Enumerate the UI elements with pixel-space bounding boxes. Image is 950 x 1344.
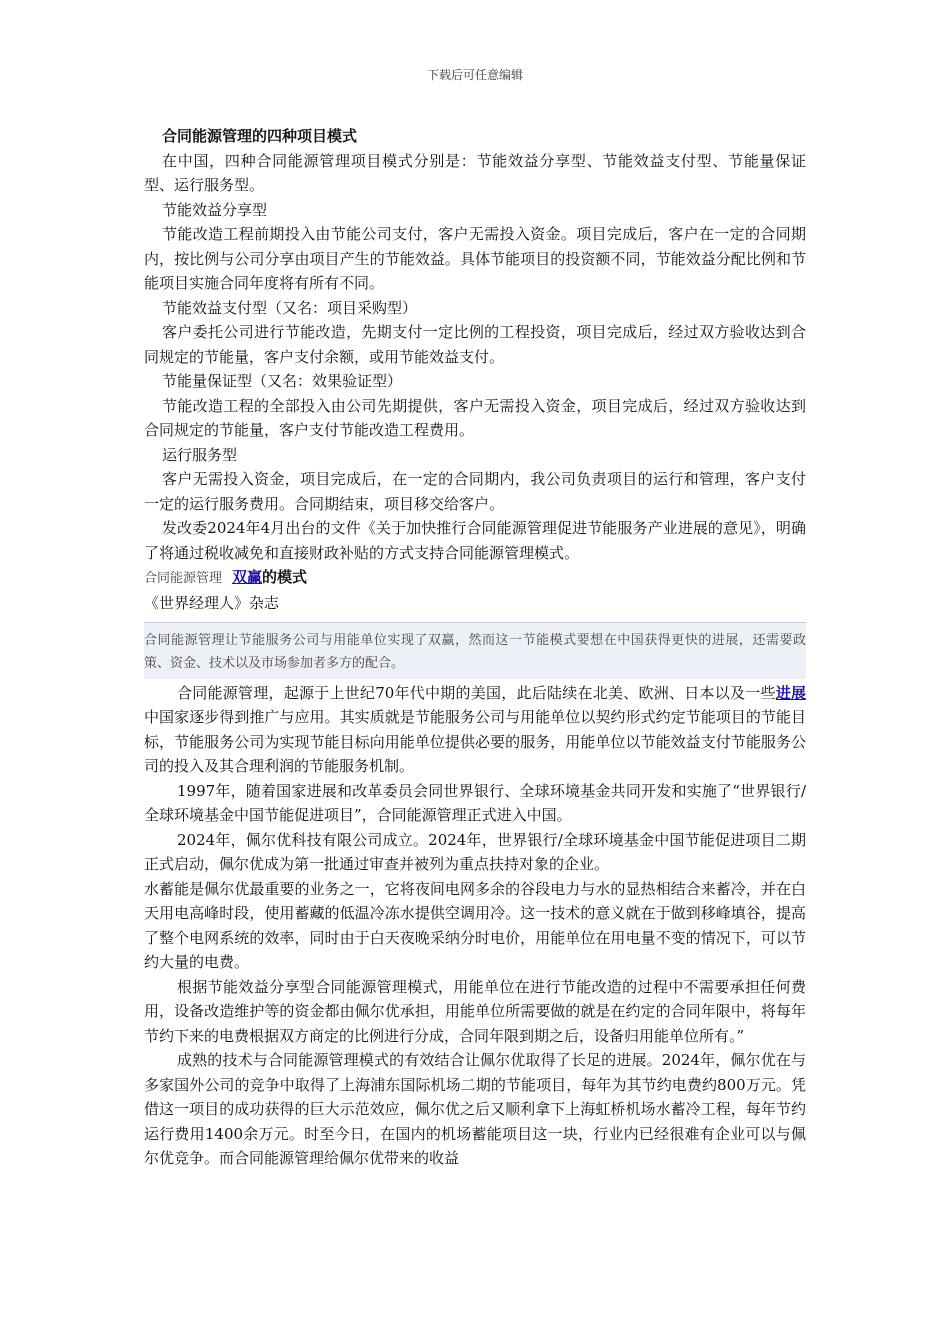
paragraph-water-storage: 水蓄能是佩尔优最重要的业务之一，它将夜间电网多余的谷段电力与水的显热相结合来蓄冷，并在白天用电高峰时段，使用蓄藏的低温冷冻水提供空调用冷。这一技术的意义就在于做到移峰填谷，提高了整个电网系统的效率，同时由于白天夜晚采纳分时电价，用能单位在用电量不变的情况下，可以节约大量的电费。: [144, 879, 806, 971]
progress-link[interactable]: 进展: [775, 683, 806, 702]
paragraph-payment: 客户委托公司进行节能改造，先期支付一定比例的工程投资，项目完成后，经过双方验收达到合同规定的节能量，客户支付余额，或用节能效益支付。: [144, 323, 806, 366]
paragraph-sharing: 节能改造工程前期投入由节能公司支付，客户无需投入资金。项目完成后，客户在一定的合同期内，按比例与公司分享由项目产生的节能效益。具体节能项目的投资额不同，节能效益分配比例和节能项目实施合同年度将有所有不同。: [144, 225, 806, 292]
paragraph-origin: [144, 681, 806, 779]
page-header: 下载后可任意编辑: [426, 68, 523, 82]
paragraph-policy: 发改委2024年4月出台的文件《关于加快推行合同能源管理促进节能服务产业进展的意见》，明确了将通过税收减免和直接财政补贴的方式支持合同能源管理模式。: [144, 519, 806, 562]
article-title: [144, 565, 806, 591]
article-title-link[interactable]: 双赢: [232, 568, 263, 586]
paragraph-origin-b: 中国家逐步得到推广与应用。其实质就是节能服务公司与用能单位以契约形式约定节能项目的节能目标，节能服务公司为实现节能目标向用能单位提供必要的服务，用能单位以节能效益支付节能服务公司的投入及其合理利润的节能服务机制。: [144, 708, 806, 775]
section-title-four-modes: 合同能源管理的四种项目模式: [162, 127, 358, 145]
paragraph-sharing-model: 根据节能效益分享型合同能源管理模式，用能单位在进行节能改造的过程中不需要承担任何费用，设备改造维护等的资金都由佩尔优承担，用能单位所需要做的就是在约定的合同年限中，将每年节约下来的电费根据双方商定的比例进行分成，合同年限到期之后，设备归用能单位所有。”: [144, 977, 806, 1045]
paragraph-results: 成熟的技术与合同能源管理模式的有效结合让佩尔优取得了长足的进展。2024年，佩尔优在与多家国外公司的竞争中取得了上海浦东国际机场二期的节能项目，每年为其节约电费约800万元。凭借这一项目的成功获得的巨大示范效应，佩尔优之后又顺利拿下上海虹桥机场水蓄冷工程，每年节约运行费用1400余万元。时至今日，在国内的机场蓄能项目这一块，行业内已经很难有企业可以与佩尔优竞争。而合同能源管理给佩尔优带来的收益: [144, 1051, 806, 1167]
article-title-prefix: 合同能源管理: [144, 571, 223, 586]
paragraph-origin-a: 合同能源管理，起源于上世纪70年代中期的美国，此后陆续在北美、欧洲、日本以及一些: [177, 683, 776, 702]
paragraph-guarantee: 节能改造工程的全部投入由公司先期提供，客户无需投入资金，项目完成后，经过双方验收达到合同规定的节能量，客户支付节能改造工程费用。: [144, 396, 806, 439]
mode-title-guarantee: 节能量保证型（又名：效果验证型）: [162, 372, 403, 390]
paragraph-2024: 2024年，佩尔优科技有限公司成立。2024年，世界银行/全球环境基金中国节能促进项目二期正式启动，佩尔优成为第一批通过审查并被列为重点扶持对象的企业。: [144, 830, 806, 873]
document-body: [144, 124, 806, 1171]
paragraph-1997: 1997年，随着国家进展和改革委员会同世界银行、全球环境基金共同开发和实施了“世界银行/全球环境基金中国节能促进项目”，合同能源管理正式进入中国。: [144, 781, 806, 824]
article-abstract: 合同能源管理让节能服务公司与用能单位实现了双赢，然而这一节能模式要想在中国获得更快的进展，还需要政策、资金、技术以及市场参加者多方的配合。: [144, 622, 806, 679]
article-title-suffix: 的模式: [262, 568, 308, 586]
mode-title-service: 运行服务型: [162, 445, 238, 464]
paragraph-intro: 在中国，四种合同能源管理项目模式分别是：节能效益分享型、节能效益支付型、节能量保证型、运行服务型。: [144, 151, 806, 194]
mode-title-sharing: 节能效益分享型: [162, 200, 268, 219]
paragraph-service: 客户无需投入资金，项目完成后，在一定的合同期内，我公司负责项目的运行和管理，客户支付一定的运行服务费用。合同期结束，项目移交给客户。: [144, 470, 806, 513]
article-source: 《世界经理人》杂志: [144, 594, 280, 612]
mode-title-payment: 节能效益支付型（又名：项目采购型）: [162, 298, 418, 317]
